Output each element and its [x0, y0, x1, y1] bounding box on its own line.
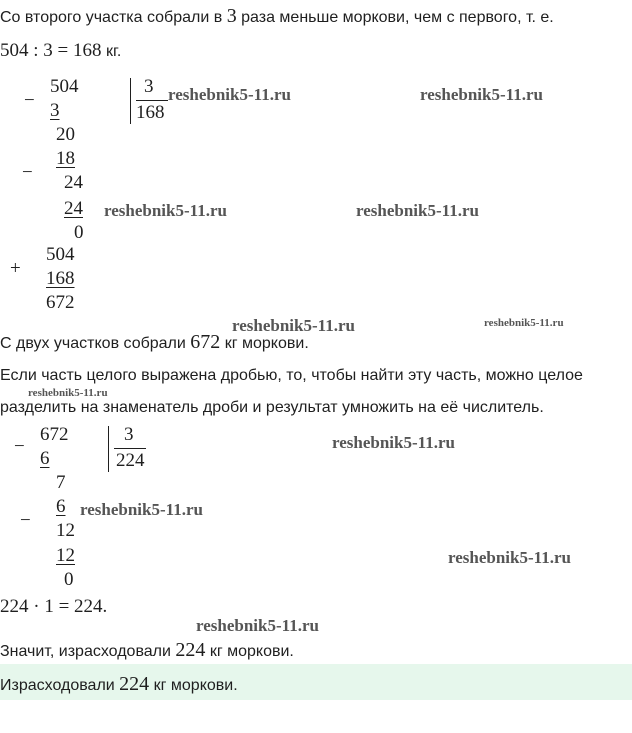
conclusion-sentence: [0, 640, 294, 662]
ld1-subtrahend-2: 18: [56, 148, 75, 169]
ld1-minus: −: [24, 90, 35, 111]
ld1-quotient: 168: [136, 102, 165, 123]
ld1-dividend: 504: [50, 76, 79, 97]
conclusion-number: 224: [175, 639, 206, 661]
ld2-remainder-3: 0: [64, 569, 74, 590]
answer-number: 224: [119, 673, 150, 695]
total-number: 672: [190, 331, 221, 353]
add-term-1: 504: [46, 244, 75, 265]
ld1-divider-horizontal: [136, 100, 168, 101]
intro-number: 3: [226, 5, 237, 27]
answer-text-b: кг моркови.: [149, 677, 238, 694]
ld2-quotient: 224: [116, 450, 145, 471]
ld1-divider-vertical: [130, 78, 131, 124]
watermark: reshebnik5-11.ru: [28, 387, 108, 399]
total-text-a: С двух участков собрали: [0, 335, 191, 352]
ld2-divider-horizontal: [114, 448, 146, 449]
add-plus: +: [10, 258, 21, 279]
watermark: reshebnik5-11.ru: [232, 316, 355, 335]
ld1-divisor: 3: [144, 76, 154, 97]
ld1-remainder-3: 0: [74, 222, 84, 243]
ld2-dividend: 672: [40, 424, 69, 445]
answer-sentence: [0, 674, 238, 696]
watermark: reshebnik5-11.ru: [80, 500, 203, 519]
conclusion-text-a: Значит, израсходовали: [0, 643, 176, 660]
ld2-minus-2: −: [20, 510, 31, 531]
equation-division: [0, 40, 121, 62]
total-text-b: кг моркови.: [220, 335, 309, 352]
ld2-remainder-1: 7: [56, 472, 66, 493]
ld1-subtrahend-3: 24: [64, 198, 83, 219]
ld2-divider-vertical: [108, 426, 109, 472]
watermark: reshebnik5-11.ru: [332, 433, 455, 452]
watermark: reshebnik5-11.ru: [420, 85, 543, 104]
ld2-divisor: 3: [124, 424, 134, 445]
equation-division-expr: 504 : 3 = 168: [0, 40, 102, 61]
rule-line-2: разделить на знаменатель дроби и результат умножить на её числитель.: [0, 399, 544, 416]
conclusion-text-b: кг моркови.: [205, 643, 294, 660]
answer-text-a: Израсходовали: [0, 677, 120, 694]
equation-division-unit: кг.: [101, 43, 122, 60]
watermark: reshebnik5-11.ru: [104, 201, 227, 220]
ld1-remainder-2: 24: [64, 172, 83, 193]
intro-sentence: [0, 6, 554, 28]
watermark: reshebnik5-11.ru: [196, 616, 319, 635]
rule-line-1: Если часть целого выражена дробью, то, чтобы найти эту часть, можно целое: [0, 367, 583, 384]
ld2-subtrahend-2: 6: [56, 496, 66, 517]
ld2-remainder-2: 12: [56, 520, 75, 541]
ld2-minus: −: [14, 436, 25, 457]
intro-text-a: Со второго участка собрали в: [0, 9, 227, 26]
add-term-2: 168: [46, 268, 75, 289]
ld2-subtrahend-1: 6: [40, 448, 50, 469]
ld1-subtrahend-1: 3: [50, 100, 60, 121]
intro-text-b: раза меньше моркови, чем с первого, т. е.: [236, 9, 554, 26]
equation-multiplication: 224 · 1 = 224.: [0, 596, 108, 617]
add-sum: 672: [46, 292, 75, 313]
ld2-subtrahend-3: 12: [56, 545, 75, 566]
ld1-minus-2: −: [22, 162, 33, 183]
watermark: reshebnik5-11.ru: [448, 548, 571, 567]
watermark: reshebnik5-11.ru: [168, 85, 291, 104]
watermark: reshebnik5-11.ru: [484, 317, 564, 329]
watermark: reshebnik5-11.ru: [356, 201, 479, 220]
ld1-remainder-1: 20: [56, 124, 75, 145]
